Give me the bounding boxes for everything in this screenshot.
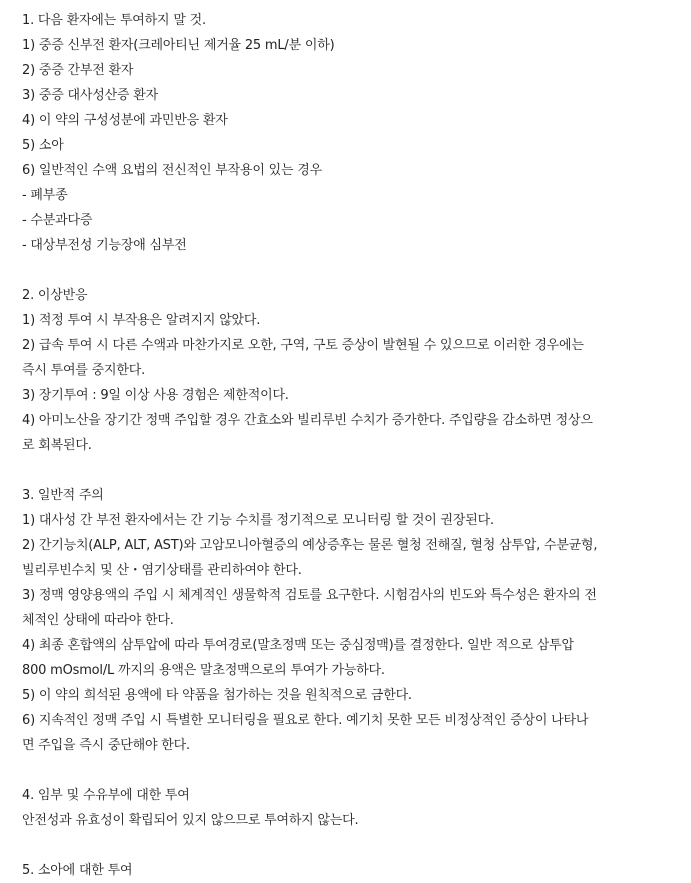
- list-item-continuation: 즉시 투여를 중지한다.: [22, 363, 146, 378]
- spacer: [22, 758, 684, 783]
- spacer: [22, 258, 684, 283]
- section-heading: 5. 소아에 대한 투여: [22, 863, 133, 878]
- list-item: 4) 아미노산을 장기간 정맥 주입할 경우 간효소와 빌리루빈 수치가 증가한다. 주입량을 감소하면 정상으: [22, 413, 593, 428]
- list-item-continuation: 800 mOsmol/L 까지의 용액은 말초정맥으로의 투여가 가능하다.: [22, 663, 385, 678]
- document-body: [22, 8, 684, 883]
- list-subitem: - 수분과다증: [22, 213, 93, 228]
- list-item: 2) 간기능치(ALP, ALT, AST)와 고암모니아혈증의 예상증후는 물론 혈청 전해질, 혈청 삼투압, 수분균형,: [22, 538, 598, 553]
- list-item: 6) 일반적인 수액 요법의 전신적인 부작용이 있는 경우: [22, 163, 322, 178]
- list-subitem: - 대상부전성 기능장애 심부전: [22, 238, 187, 253]
- section-heading: 3. 일반적 주의: [22, 488, 104, 503]
- section-heading: 4. 임부 및 수유부에 대한 투여: [22, 788, 190, 803]
- list-item: 1) 적정 투여 시 부작용은 알려지지 않았다.: [22, 313, 261, 328]
- spacer: [22, 833, 684, 858]
- list-item: 6) 지속적인 정맥 주입 시 특별한 모니터링을 필요로 한다. 예기치 못한 모든 비정상적인 증상이 나타나: [22, 713, 589, 728]
- list-item: 1) 중증 신부전 환자(크레아티닌 제거율 25 mL/분 이하): [22, 38, 335, 53]
- list-subitem: - 폐부종: [22, 188, 68, 203]
- list-item: 2) 급속 투여 시 다른 수액과 마찬가지로 오한, 구역, 구토 증상이 발현될 수 있으므로 이러한 경우에는: [22, 338, 584, 353]
- list-item: 1) 대사성 간 부전 환자에서는 간 기능 수치를 정기적으로 모니터링 할 것이 권장된다.: [22, 513, 494, 528]
- list-item: 5) 소아: [22, 138, 64, 153]
- list-item: 3) 장기투여 : 9일 이상 사용 경험은 제한적이다.: [22, 388, 289, 403]
- list-item: 4) 최종 혼합액의 삼투압에 따라 투여경로(말초정맥 또는 중심정맥)를 결정한다. 일반 적으로 삼투압: [22, 638, 574, 653]
- list-item: 3) 정맥 영양용액의 주입 시 체계적인 생물학적 검토를 요구한다. 시험검사의 빈도와 특수성은 환자의 전: [22, 588, 597, 603]
- list-item: 5) 이 약의 희석된 용액에 타 약품을 첨가하는 것을 원칙적으로 금한다.: [22, 688, 412, 703]
- list-item: 3) 중증 대사성산증 환자: [22, 88, 158, 103]
- list-item: 2) 중증 간부전 환자: [22, 63, 134, 78]
- list-item-continuation: 체적인 상태에 따라야 한다.: [22, 613, 174, 628]
- list-item-continuation: 빌리루빈수치 및 산・염기상태를 관리하여야 한다.: [22, 563, 302, 578]
- list-item: 4) 이 약의 구성성분에 과민반응 환자: [22, 113, 228, 128]
- spacer: [22, 458, 684, 483]
- section-heading: 1. 다음 환자에는 투여하지 말 것.: [22, 13, 206, 28]
- paragraph: 안전성과 유효성이 확립되어 있지 않으므로 투여하지 않는다.: [22, 813, 359, 828]
- list-item-continuation: 로 회복된다.: [22, 438, 92, 453]
- section-heading: 2. 이상반응: [22, 288, 88, 303]
- list-item-continuation: 면 주입을 즉시 중단해야 한다.: [22, 738, 190, 753]
